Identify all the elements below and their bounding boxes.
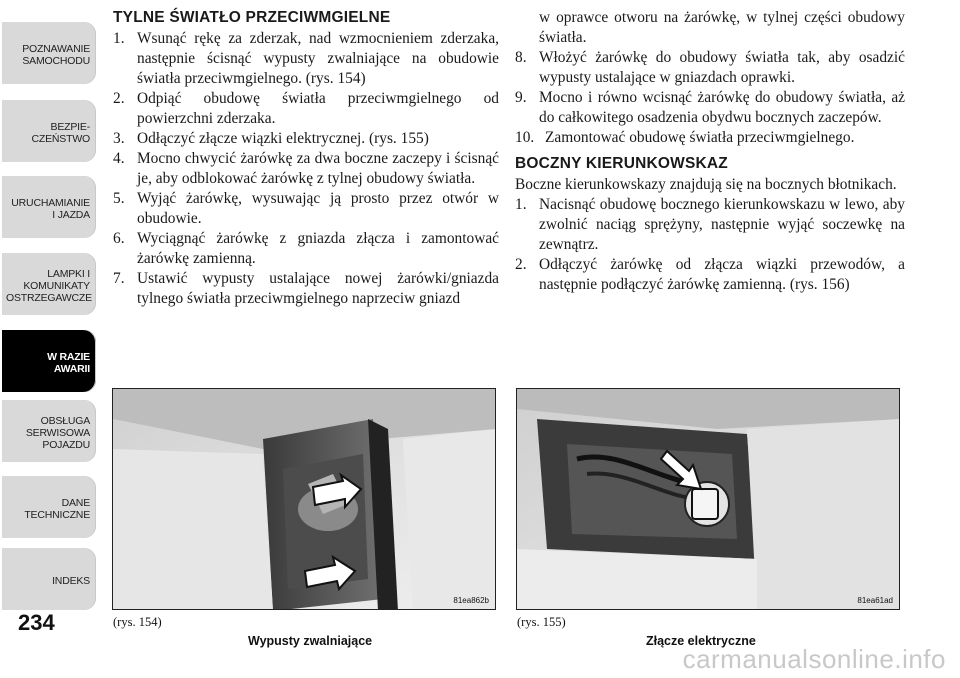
item-text: Mocno chwycić żarówkę za dwa boczne zaczepy i ścisnąć je, aby odblokować żarówkę z tylnej obudowy światła. — [137, 150, 499, 187]
continued-text: w oprawce otworu na żarówkę, w tylnej części obudowy światła. — [539, 9, 905, 46]
figure-fog-light-housing — [112, 388, 496, 610]
list-item — [113, 149, 499, 189]
item-number: 1. — [515, 196, 527, 213]
figure-caption: Wypusty zwalniające — [248, 634, 373, 648]
figure-reference: (rys. 155) — [517, 615, 566, 629]
list-item — [113, 229, 499, 269]
item-text: Zamontować obudowę światła przeciwmgielnego. — [545, 129, 855, 146]
list-item — [113, 269, 499, 309]
item-text: Mocno i równo wcisnąć żarówkę do obudowy światła, aż do całkowitego osadzenia obydwu bocznych zaczepów. — [539, 89, 905, 126]
item-number: 5. — [113, 190, 125, 207]
list-item — [515, 128, 905, 148]
list-item — [515, 255, 905, 295]
list-item — [113, 29, 499, 89]
tab-bezpieczenstwo[interactable]: BEZPIE- CZEŃSTWO — [2, 100, 96, 162]
fog-light-illustration — [113, 389, 496, 610]
item-number: 9. — [515, 89, 527, 106]
figure-reference: (rys. 154) — [113, 615, 162, 629]
section-heading-side-indicator: BOCZNY KIERUNKOWSKAZ — [515, 155, 728, 172]
item-number: 2. — [113, 90, 125, 107]
item-text: Wsunąć rękę za zderzak, nad wzmocnieniem zderzaka, następnie ścisnąć wypusty zwalniające na obudowie światła przeciwmgielnego. (rys. 154) — [137, 30, 499, 87]
item-text: Włożyć żarówkę do obudowy światła tak, aby osadzić wypusty ustalające w gniazdach oprawki. — [539, 49, 905, 86]
list-item — [113, 189, 499, 229]
tab-poznawanie-samochodu[interactable]: POZNAWANIE SAMOCHODU — [2, 22, 96, 84]
item-number: 3. — [113, 130, 125, 147]
list-item — [113, 89, 499, 129]
item-text: Wyciągnąć żarówkę z gniazda złącza i zamontować żarówkę zamienną. — [137, 230, 499, 267]
item-number: 7. — [113, 270, 125, 287]
item-text: Ustawić wypusty ustalające nowej żarówki/gniazda tylnego światła przeciwmgielnego naprzeciw gniazd — [137, 270, 499, 307]
right-column — [515, 8, 905, 295]
item-text: Odpiąć obudowę światła przeciwmgielnego od powierzchni zderzaka. — [137, 90, 499, 127]
tab-w-razie-awarii[interactable]: W RAZIE AWARII — [2, 330, 96, 392]
item-text: Odłączyć złącze wiązki elektrycznej. (rys. 155) — [137, 130, 429, 147]
item-number: 8. — [515, 49, 527, 66]
list-item — [515, 48, 905, 88]
intro-paragraph: Boczne kierunkowskazy znajdują się na bocznych błotnikach. — [515, 176, 897, 193]
figure-caption: Złącze elektryczne — [646, 634, 756, 648]
figure-code: 81ea862b — [453, 596, 489, 605]
item-text: Wyjąć żarówkę, wysuwając ją prosto przez otwór w obudowie. — [137, 190, 499, 227]
item-text: Odłączyć żarówkę od złącza wiązki przewodów, a następnie podłączyć żarówkę zamienną. (rys. 156) — [539, 256, 905, 293]
tab-obsluga-serwisowa[interactable]: OBSŁUGA SERWISOWA POJAZDU — [2, 400, 96, 462]
list-item — [515, 195, 905, 255]
item-number: 1. — [113, 30, 125, 47]
left-column — [113, 8, 499, 309]
tab-dane-techniczne[interactable]: DANE TECHNICZNE — [2, 476, 96, 538]
section-heading-fog-light: TYLNE ŚWIATŁO PRZECIWMGIELNE — [113, 9, 391, 26]
item-number: 2. — [515, 256, 527, 273]
tab-indeks[interactable]: INDEKS — [2, 548, 96, 610]
list-item — [113, 129, 499, 149]
connector-illustration — [517, 389, 900, 610]
figure-code: 81ea61ad — [857, 596, 893, 605]
tab-lampki-i-komunikaty[interactable]: LAMPKI I KOMUNIKATY OSTRZEGAWCZE — [2, 253, 96, 315]
list-item — [515, 88, 905, 128]
item-number: 10. — [515, 129, 535, 146]
item-number: 4. — [113, 150, 125, 167]
item-number: 6. — [113, 230, 125, 247]
item-text: Nacisnąć obudowę bocznego kierunkowskazu w lewo, aby zwolnić naciąg sprężyny, następnie wyjąć soczewkę na zewnątrz. — [539, 196, 905, 253]
page-number: 234 — [18, 610, 55, 635]
watermark: carmanualsonline.info — [682, 644, 946, 674]
chapter-sidebar — [0, 0, 100, 610]
figure-electrical-connector — [516, 388, 900, 610]
tab-uruchamianie-i-jazda[interactable]: URUCHAMIANIE I JAZDA — [2, 176, 96, 238]
